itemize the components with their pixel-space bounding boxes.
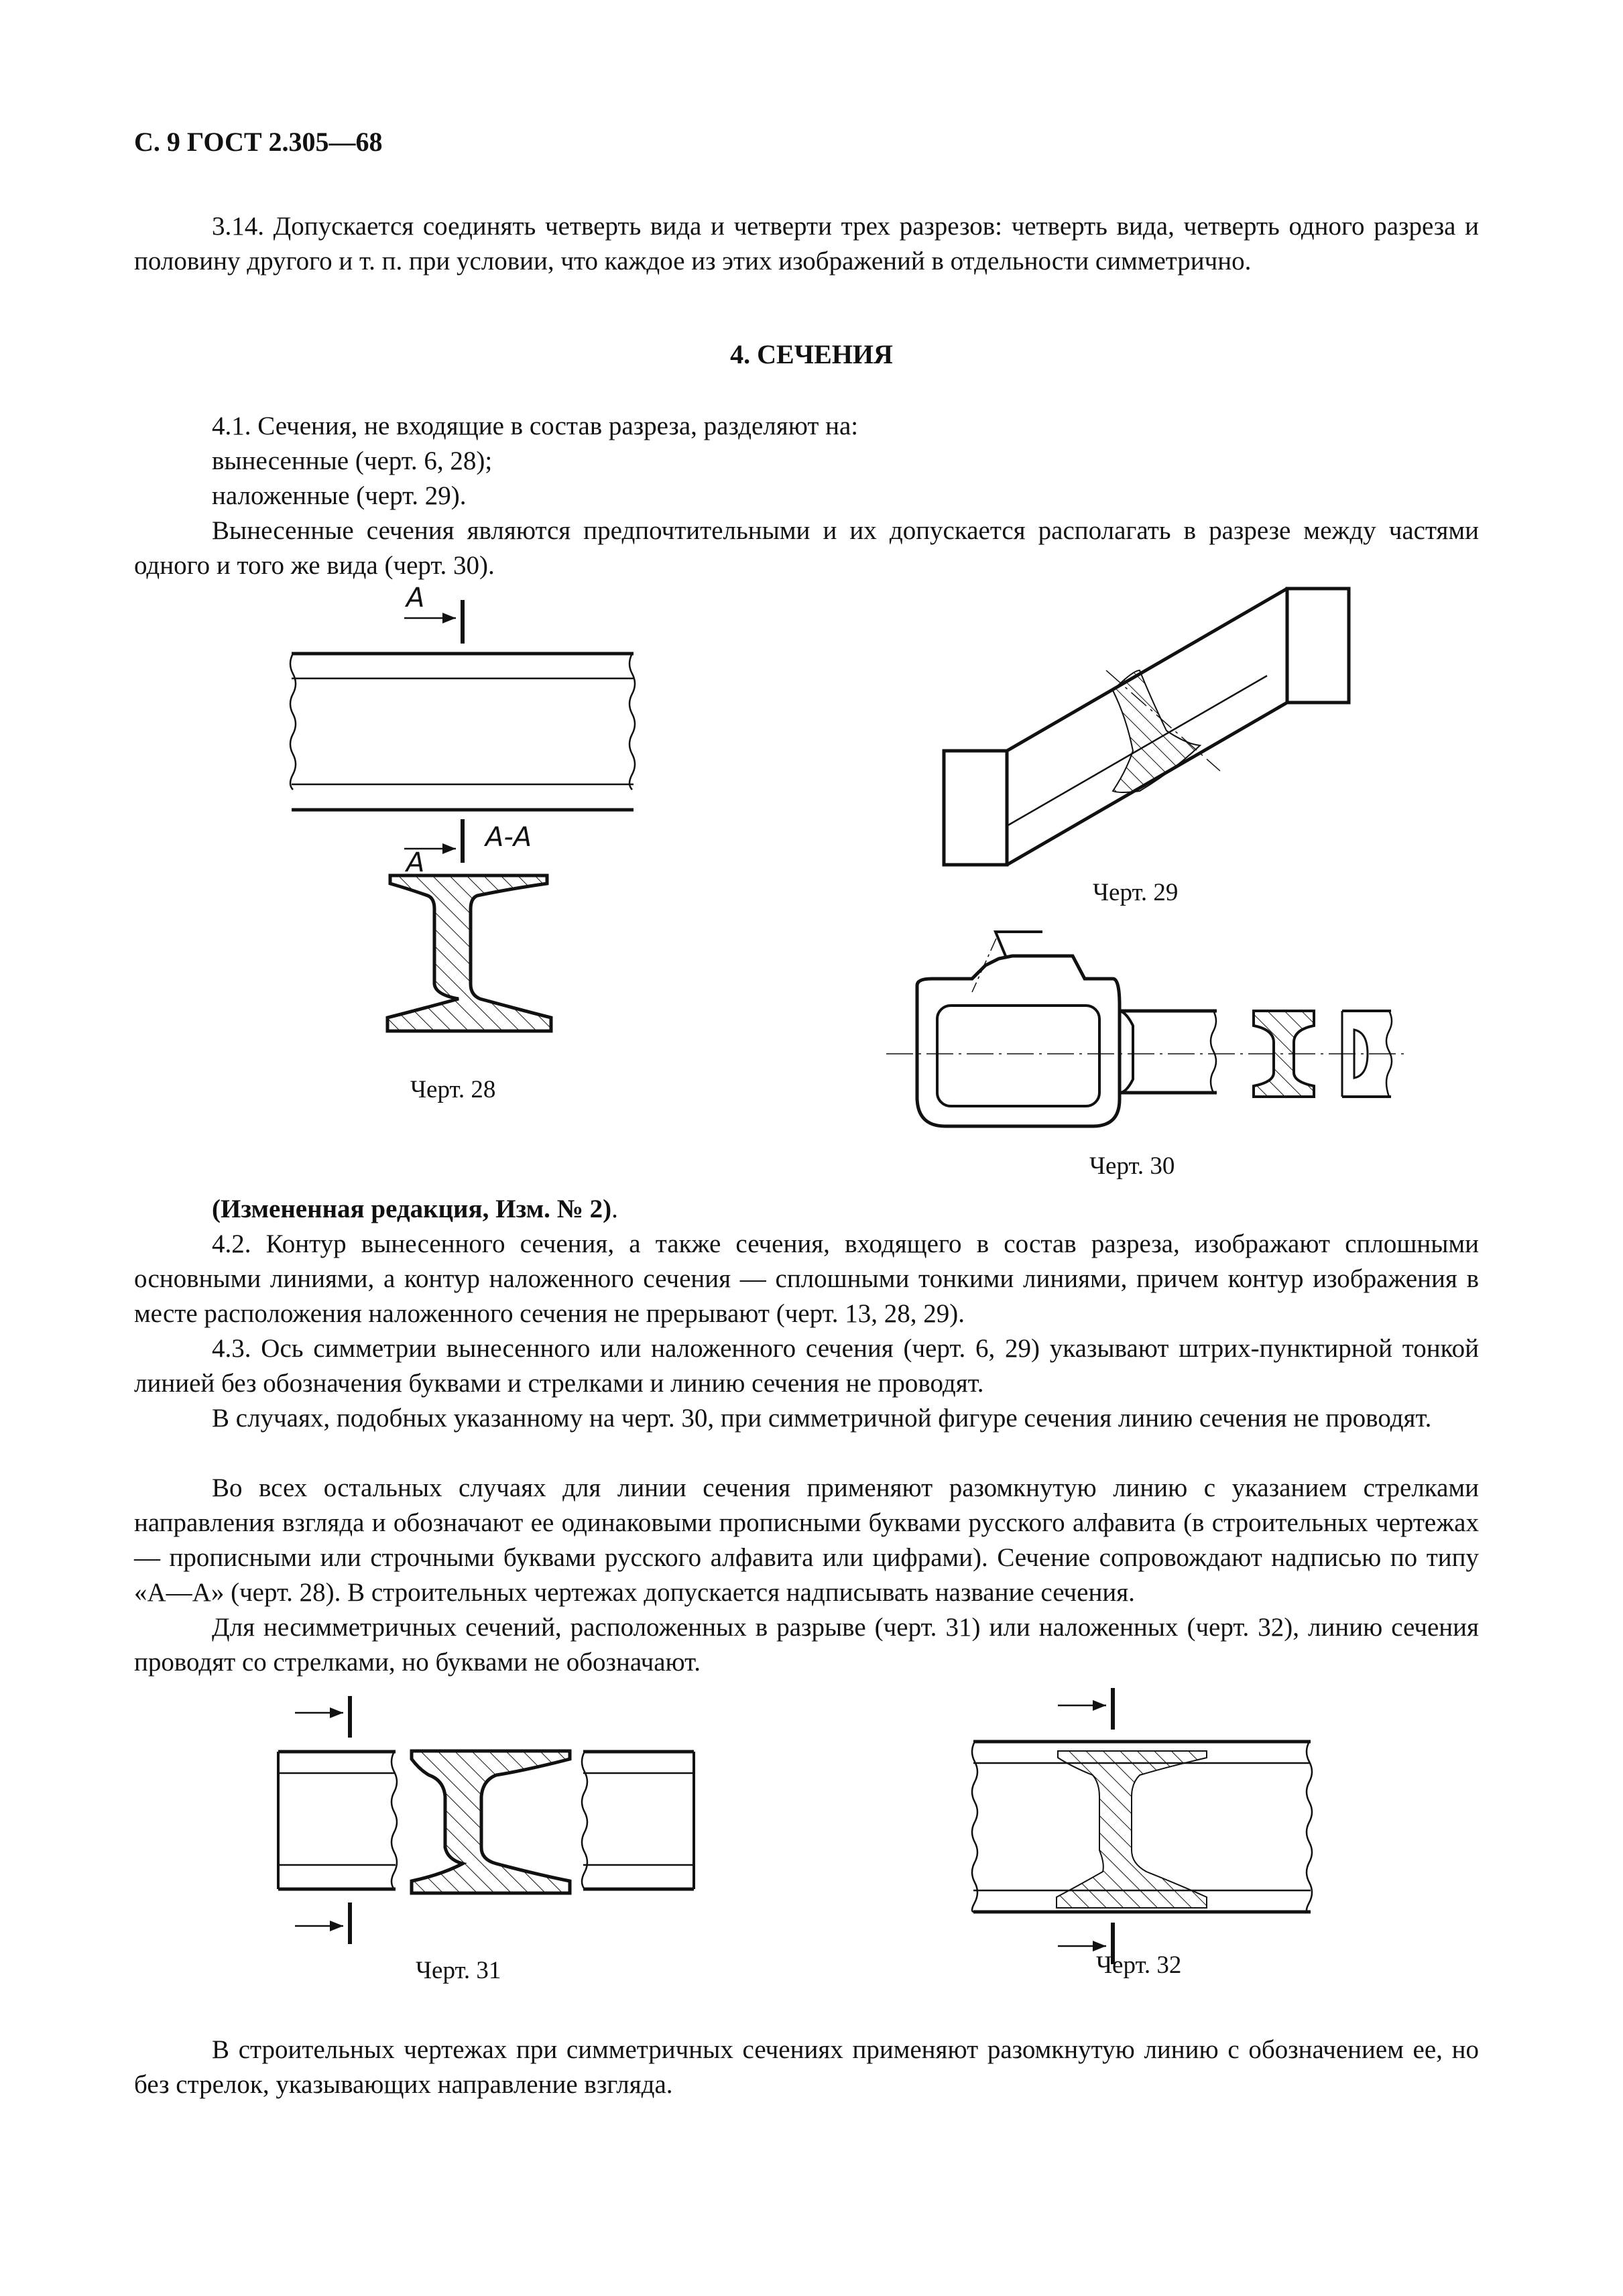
paragraph-4-2: 4.2. Контур вынесенного сечения, а также сечения, входящего в состав разреза, изображают сплошными основными линиями, а контур наложенного сечения — сплошными тонкими линиями, причем контур изображения в месте расположения наложенного сечения не прерывают (черт. 13, 28, 29). xyxy=(134,1229,1479,1328)
paragraph-4-3-c: Во всех остальных случаях для линии сечения применяют разомкнутую линию с указанием стрелками направления взгляда и обозначают ее одинаковыми прописными буквами русского алфавита (в строительных чертежах — прописными или строчными буквами русского алфавита или цифрами). Сечение сопровождают надписью по типу «А—А» (черт. 28). В строительных чертежах допускается надписывать название сечения. xyxy=(134,1473,1479,1607)
figure-32-caption: Черт. 32 xyxy=(1096,1951,1182,1979)
paragraph-4-3-b: В случаях, подобных указанному на черт. 30, при симметричной фигуре сечения линию сечения не проводят. xyxy=(212,1404,1432,1433)
figure-28-label-section: А-А xyxy=(485,822,532,853)
paragraph-4-3-d: Для несимметричных сечений, расположенных в разрыве (черт. 31) или наложенных (черт. 32), линию сечения проводят со стрелками, но буквами не обозначают. xyxy=(134,1613,1479,1677)
figure-28-drawing xyxy=(290,600,635,1031)
figure-31-drawing xyxy=(278,1696,694,1944)
section-title: 4. СЕЧЕНИЯ xyxy=(730,339,893,369)
changed-edition-dot: . xyxy=(611,1195,618,1223)
paragraph-4-1-d: Вынесенные сечения являются предпочтительными и их допускается располагать в разрезе между частями одного и того же вида (черт. 30). xyxy=(134,516,1479,580)
page-header: С. 9 ГОСТ 2.305—68 xyxy=(134,127,383,157)
figure-29-caption: Черт. 29 xyxy=(1093,879,1179,906)
paragraph-4-1-c: наложенные (черт. 29). xyxy=(212,481,467,510)
paragraph-final: В строительных чертежах при симметричных сечениях применяют разомкнутую линию с обозначением ее, но без стрелок, указывающих направление взгляда. xyxy=(134,2035,1479,2099)
figure-30-caption: Черт. 30 xyxy=(1089,1152,1175,1180)
figure-28-label-a-top: А xyxy=(406,583,425,613)
figure-31-caption: Черт. 31 xyxy=(416,1957,501,1984)
figure-32-drawing xyxy=(972,1688,1312,1964)
paragraph-4-1-a: 4.1. Сечения, не входящие в состав разреза, разделяют на: xyxy=(212,412,859,440)
figure-28-label-a-bottom: А xyxy=(406,847,425,878)
paragraph-4-1-b: вынесенные (черт. 6, 28); xyxy=(212,446,493,475)
changed-edition-label: (Измененная редакция, Изм. № 2) xyxy=(212,1195,612,1223)
paragraph-4-3: 4.3. Ось симметрии вынесенного или наложенного сечения (черт. 6, 29) указывают штрих-пунктирной тонкой линией без обозначения буквами и стрелками и линию сечения не проводят. xyxy=(134,1334,1479,1398)
figure-29-drawing xyxy=(944,589,1349,865)
paragraph-3-14-text: 3.14. Допускается соединять четверть вида и четверти трех разрезов: четверть вида, четверть одного разреза и половину другого и т. п. при условии, что каждое из этих изображений в отдельности симметрично. xyxy=(134,212,1479,276)
changed-edition-note xyxy=(212,1192,1479,1227)
figure-30-drawing xyxy=(886,932,1404,1126)
figure-28-caption: Черт. 28 xyxy=(410,1076,496,1103)
